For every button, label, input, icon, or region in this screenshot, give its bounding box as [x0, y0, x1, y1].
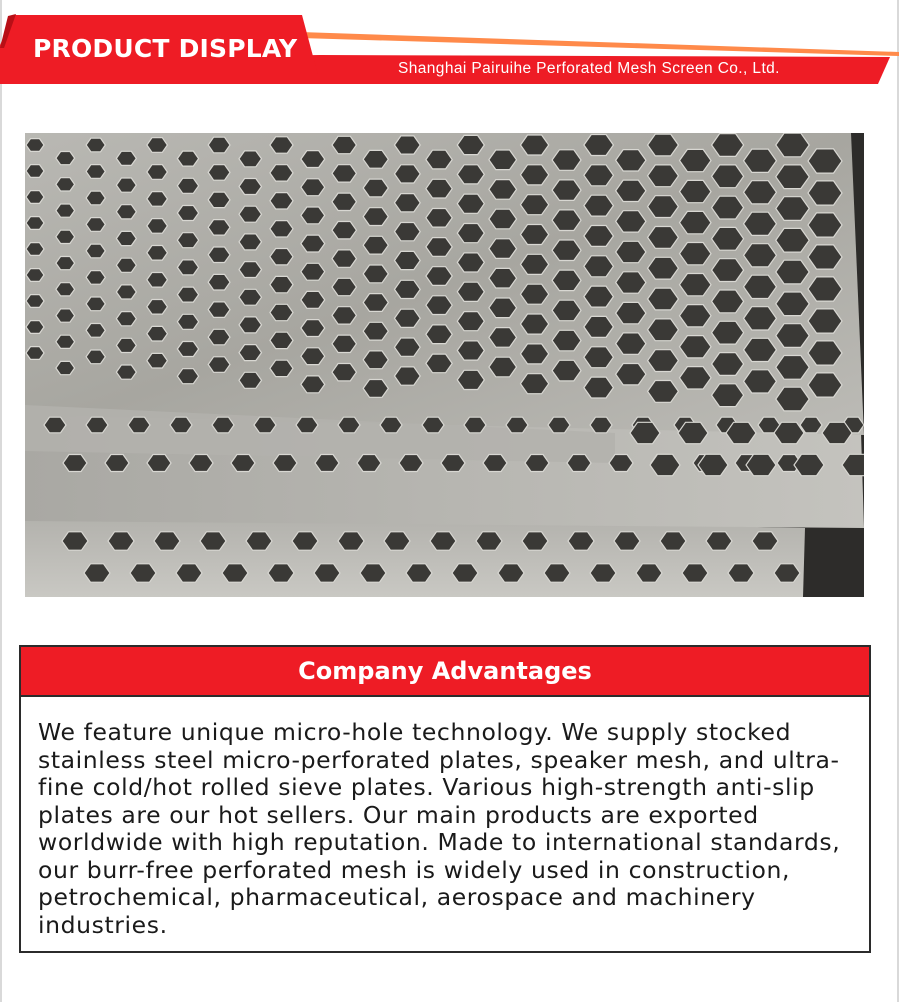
hex-hole — [177, 206, 198, 221]
hex-hole — [116, 205, 136, 219]
hex-hole — [301, 291, 325, 308]
hex-hole — [457, 253, 484, 272]
hex-hole — [239, 289, 262, 305]
hex-hole — [270, 165, 293, 181]
hex-hole — [44, 417, 66, 433]
hex-hole — [498, 564, 524, 582]
hex-hole — [26, 347, 44, 360]
hex-hole — [380, 417, 402, 433]
hex-hole — [728, 564, 754, 582]
hex-hole — [108, 532, 134, 550]
hex-hole — [426, 296, 452, 315]
hex-hole — [422, 417, 444, 433]
hex-hole — [301, 263, 325, 280]
hex-hole — [116, 365, 136, 379]
hex-hole — [426, 267, 452, 286]
hex-hole — [457, 165, 484, 184]
hex-hole — [426, 209, 452, 228]
hex-hole — [426, 354, 452, 373]
hex-hole — [147, 165, 168, 180]
hex-hole — [395, 280, 421, 298]
hex-hole — [26, 139, 44, 152]
hex-hole — [464, 417, 486, 433]
hex-hole — [147, 273, 168, 288]
hex-hole — [660, 532, 686, 550]
hex-hole — [489, 357, 517, 377]
hex-hole — [273, 455, 297, 472]
hex-hole — [506, 417, 528, 433]
hex-hole — [56, 361, 75, 374]
hex-hole — [315, 455, 339, 472]
hex-hole — [270, 221, 293, 237]
hex-hole — [147, 353, 168, 368]
hex-hole — [457, 370, 484, 389]
hex-hole — [116, 231, 136, 245]
hex-hole — [292, 532, 318, 550]
hex-hole — [457, 312, 484, 331]
company-advantages-panel — [19, 645, 871, 953]
hex-hole — [26, 295, 44, 308]
panel-title: Company Advantages — [298, 657, 592, 685]
hex-hole — [332, 307, 356, 324]
hex-hole — [270, 249, 293, 265]
hex-hole — [544, 564, 570, 582]
hex-hole — [208, 165, 230, 181]
hex-hole — [426, 325, 452, 344]
hex-hole — [26, 217, 44, 230]
advantages-text: We feature unique micro-hole technology. We supply stocked stainless steel micro-perforated plates, speaker mesh, and ultra-fine cold/hot rolled sieve plates. Various high-strength anti-slip plates are our hot sellers. Our main products are exported worldwide with high reputation. Made to international standards, our burr-free perforated mesh is widely used in construction, petrochemical, pharmaceutical, aerospace and machinery industries. — [38, 718, 841, 939]
hex-hole — [706, 532, 732, 550]
hex-hole — [86, 244, 105, 258]
hex-hole — [395, 309, 421, 327]
hex-hole — [395, 367, 421, 385]
hex-hole — [301, 235, 325, 252]
hex-hole — [222, 564, 248, 582]
hex-hole — [212, 417, 234, 433]
hex-hole — [177, 314, 198, 329]
hex-hole — [86, 417, 108, 433]
hex-hole — [239, 151, 262, 167]
hex-hole — [239, 206, 262, 222]
hex-hole — [384, 532, 410, 550]
hex-hole — [567, 455, 591, 472]
hex-hole — [116, 338, 136, 352]
hex-hole — [86, 324, 105, 338]
hex-hole — [208, 274, 230, 290]
hex-hole — [270, 137, 293, 153]
hex-hole — [457, 135, 484, 154]
hex-hole — [332, 278, 356, 295]
hex-hole — [246, 532, 272, 550]
hex-hole — [363, 322, 388, 340]
hex-hole — [270, 276, 293, 292]
hex-hole — [363, 179, 388, 197]
hex-hole — [147, 455, 171, 472]
hex-hole — [682, 564, 708, 582]
hex-hole — [457, 194, 484, 213]
hex-hole — [116, 178, 136, 192]
hex-hole — [176, 564, 202, 582]
product-photo — [25, 133, 864, 597]
hex-hole — [332, 364, 356, 381]
hex-hole — [332, 193, 356, 210]
hex-hole — [26, 321, 44, 334]
hex-hole — [200, 532, 226, 550]
hex-hole — [239, 345, 262, 361]
company-name: Shanghai Pairuihe Perforated Mesh Screen Co., Ltd. — [398, 60, 780, 77]
hex-hole — [301, 207, 325, 224]
hex-hole — [296, 417, 318, 433]
hex-hole — [116, 151, 136, 165]
hex-hole — [363, 208, 388, 226]
hex-hole — [208, 357, 230, 373]
hex-hole — [489, 328, 517, 348]
hex-hole — [395, 223, 421, 241]
hex-hole — [130, 564, 156, 582]
hex-hole — [56, 257, 75, 270]
hex-hole — [116, 258, 136, 272]
hex-hole — [525, 455, 549, 472]
hex-hole — [177, 151, 198, 166]
hex-hole — [457, 341, 484, 360]
hex-hole — [489, 209, 517, 229]
hex-hole — [332, 136, 356, 153]
hex-hole — [395, 194, 421, 212]
hex-hole — [26, 269, 44, 282]
hex-hole — [26, 243, 44, 256]
header-banner — [0, 0, 899, 95]
hex-hole — [489, 298, 517, 318]
hex-hole — [332, 222, 356, 239]
hex-hole — [363, 236, 388, 254]
hex-hole — [395, 165, 421, 183]
hex-hole — [239, 179, 262, 195]
hex-hole — [357, 455, 381, 472]
hex-hole — [56, 283, 75, 296]
hex-hole — [147, 300, 168, 315]
hex-hole — [254, 417, 276, 433]
hex-hole — [147, 246, 168, 261]
hex-hole — [208, 192, 230, 208]
hex-hole — [395, 136, 421, 154]
hex-hole — [800, 417, 822, 433]
hex-hole — [363, 380, 388, 398]
hex-hole — [147, 192, 168, 207]
hex-hole — [177, 233, 198, 248]
hex-hole — [441, 455, 465, 472]
hex-hole — [231, 455, 255, 472]
hex-hole — [189, 455, 213, 472]
hex-hole — [105, 455, 129, 472]
hex-hole — [452, 564, 478, 582]
hex-hole — [56, 335, 75, 348]
hex-hole — [270, 360, 293, 376]
hex-hole — [614, 532, 640, 550]
hex-hole — [522, 532, 548, 550]
hex-hole — [548, 417, 570, 433]
hex-hole — [457, 282, 484, 301]
hex-hole — [154, 532, 180, 550]
hex-hole — [590, 564, 616, 582]
hex-hole — [332, 250, 356, 267]
hex-hole — [636, 564, 662, 582]
hex-hole — [62, 532, 88, 550]
hex-hole — [56, 230, 75, 243]
hex-hole — [177, 342, 198, 357]
hex-hole — [86, 191, 105, 205]
hex-hole — [208, 220, 230, 236]
hex-hole — [86, 350, 105, 364]
hex-hole — [489, 180, 517, 200]
hex-hole — [332, 165, 356, 182]
hex-hole — [301, 151, 325, 168]
hex-hole — [363, 265, 388, 283]
hex-hole — [239, 234, 262, 250]
hex-hole — [489, 150, 517, 170]
hex-hole — [147, 326, 168, 341]
hex-hole — [208, 302, 230, 318]
hex-hole — [56, 204, 75, 217]
hex-hole — [116, 312, 136, 326]
hex-hole — [568, 532, 594, 550]
hex-hole — [363, 351, 388, 369]
hex-hole — [86, 271, 105, 285]
hex-hole — [338, 417, 360, 433]
hex-hole — [26, 191, 44, 204]
hex-hole — [406, 564, 432, 582]
hex-hole — [489, 239, 517, 259]
hex-hole — [147, 138, 168, 153]
hex-hole — [177, 369, 198, 384]
hex-hole — [476, 532, 502, 550]
hex-hole — [363, 150, 388, 168]
hex-hole — [208, 247, 230, 263]
hex-hole — [177, 287, 198, 302]
hex-hole — [86, 218, 105, 232]
perforated-plate-image — [25, 133, 864, 597]
hex-hole — [301, 376, 325, 393]
hex-hole — [457, 224, 484, 243]
left-border-line — [0, 0, 2, 1002]
hex-hole — [86, 138, 105, 152]
hex-hole — [360, 564, 386, 582]
hex-hole — [177, 260, 198, 275]
page-title: PRODUCT DISPLAY — [33, 34, 298, 63]
hex-hole — [426, 238, 452, 257]
hex-hole — [56, 152, 75, 165]
hex-hole — [752, 532, 778, 550]
hex-hole — [489, 268, 517, 288]
hex-hole — [26, 165, 44, 178]
hex-hole — [239, 372, 262, 388]
hex-hole — [301, 320, 325, 337]
hex-hole — [270, 332, 293, 348]
hex-hole — [268, 564, 294, 582]
hex-hole — [399, 455, 423, 472]
hex-hole — [86, 165, 105, 179]
hex-hole — [208, 329, 230, 345]
hex-hole — [239, 317, 262, 333]
hex-hole — [301, 179, 325, 196]
hex-hole — [128, 417, 150, 433]
hex-hole — [84, 564, 110, 582]
hex-hole — [363, 294, 388, 312]
hex-hole — [395, 251, 421, 269]
hex-hole — [177, 178, 198, 193]
hex-hole — [56, 178, 75, 191]
hex-hole — [147, 219, 168, 234]
hex-hole — [332, 335, 356, 352]
panel-header — [21, 647, 869, 697]
hex-hole — [63, 455, 87, 472]
hex-hole — [774, 564, 800, 582]
hex-hole — [170, 417, 192, 433]
hex-hole — [426, 150, 452, 169]
hex-hole — [426, 179, 452, 198]
hex-hole — [483, 455, 507, 472]
hex-hole — [208, 137, 230, 153]
hex-hole — [270, 193, 293, 209]
hex-hole — [609, 455, 633, 472]
hex-hole — [314, 564, 340, 582]
hex-hole — [116, 285, 136, 299]
hex-hole — [395, 338, 421, 356]
hex-hole — [270, 304, 293, 320]
hex-hole — [590, 417, 612, 433]
hex-hole — [56, 309, 75, 322]
hex-hole — [86, 297, 105, 311]
hex-hole — [430, 532, 456, 550]
hex-hole — [239, 262, 262, 278]
hex-hole — [338, 532, 364, 550]
hex-hole — [301, 348, 325, 365]
